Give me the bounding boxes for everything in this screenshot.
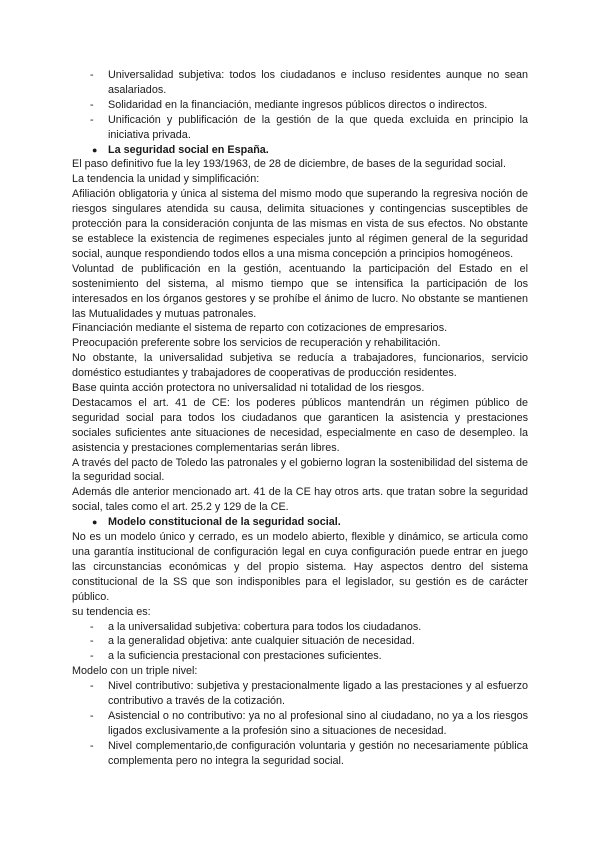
list-item: - a la universalidad subjetiva: cobertura para todos los ciudadanos. [90,620,422,633]
dash-bullet: - [90,739,94,752]
paragraph: Voluntad de publificación en la gestión, acentuando la participación del Estado en el sostenimiento del sistema, al mismo tiempo que se intensifica la participación de los interesados en los órganos gestores y se prohíbe el ánimo de lucro. No obstante se mantienen las Mutualidades y mutuas patronales. [72,262,528,320]
list-item: - Unificación y publificación de la gestión de la que queda excluida en principio la iniciativa privada. [90,113,528,141]
paragraph: Modelo con un triple nivel: [72,665,198,678]
paragraph: No es un modelo único y cerrado, es un modelo abierto, flexible y dinámico, se articula como una garantía institucional de configuración legal en cuya configuración puede entrar en juego las circunstancias económicas y del propio sistema. Hay aspectos dentro del sistema constitucional de la SS que son indisponibles para el legislador, su gestión es de carácter público. [72,531,528,603]
paragraph: Destacamos el art. 41 de CE: los poderes públicos mantendrán un régimen público de seguridad social para todos los ciudadanos que garanticen la asistencia y prestaciones sociales suficientes ante situaciones de necesidad, especialmente en caso de desempleo. la asistencia y prestaciones complementarias serán libres. [72,396,528,454]
section-heading: ● La seguridad social en España. [92,143,269,156]
dash-bullet: - [90,650,94,663]
paragraph: Financiación mediante el sistema de reparto con cotizaciones de empresarios. [72,322,448,335]
list-item: - a la suficiencia prestacional con prestaciones suficientes. [90,650,382,663]
list-item: - a la generalidad objetiva: ante cualquier situación de necesidad. [90,635,415,648]
dash-bullet: - [90,113,94,126]
list-item: - Nivel contributivo: subjetiva y prestacionalmente ligado a las prestaciones y al esfuerzo contributivo a través de la cotización. [90,680,528,708]
bullet-icon: ● [92,517,98,528]
list-item: - Asistencial o no contributivo: ya no al profesional sino al ciudadano, no ya a los riesgos ligados exclusivamente a la profesión sino a situaciones de necesidad. [90,709,528,737]
section-heading: ● Modelo constitucional de la seguridad social. [92,516,341,529]
paragraph: Base quinta acción protectora no universalidad ni totalidad de los riesgos. [72,382,425,395]
dash-bullet: - [90,635,94,648]
bullet-icon: ● [92,144,98,155]
paragraph: La tendencia la unidad y simplificación: [72,173,260,186]
dash-bullet: - [90,680,94,693]
dash-bullet: - [90,620,94,633]
paragraph: Además dle anterior mencionado art. 41 de la CE hay otros arts. que tratan sobre la seguridad social, tales como el art. 25.2 y 129 de la CE. [72,486,528,514]
dash-bullet: - [90,709,94,722]
list-item: - Nivel complementario,de configuración voluntaria y gestión no necesariamente pública complementa pero no integra la seguridad social. [90,739,528,767]
dash-bullet: - [90,69,94,81]
paragraph: El paso definitivo fue la ley 193/1963, de 28 de diciembre, de bases de la seguridad social. [72,158,506,171]
paragraph: Afiliación obligatoria y única al sistema del mismo modo que superando la regresiva noción de riesgos singulares atendida su causa, delimita situaciones y contingencias susceptibles de protección para la consideración conjunta de las mismas en vista de sus efectos. No obstante se establece la existencia de regimenes especiales junto al régimen general de la seguridad social, aunque respondiendo todos ellos a una misma concepción a principios homogéneos. [72,188,528,260]
paragraph: su tendencia es: [72,605,151,618]
dash-bullet: - [90,98,94,111]
paragraph: No obstante, la universalidad subjetiva se reducía a trabajadores, funcionarios, servicio doméstico estudiantes y trabajadores de cooperativas de producción residentes. [72,352,528,380]
list-item: - Universalidad subjetiva: todos los ciudadanos e incluso residentes aunque no sean asalariados. [90,69,528,96]
list-item: - Solidaridad en la financiación, mediante ingresos públicos directos o indirectos. [90,98,488,111]
document-body [72,68,528,769]
paragraph: A través del pacto de Toledo las patronales y el gobierno logran la sostenibilidad del sistema de la seguridad social. [72,456,528,484]
paragraph: Preocupación preferente sobre los servicios de recuperación y rehabilitación. [72,337,441,350]
